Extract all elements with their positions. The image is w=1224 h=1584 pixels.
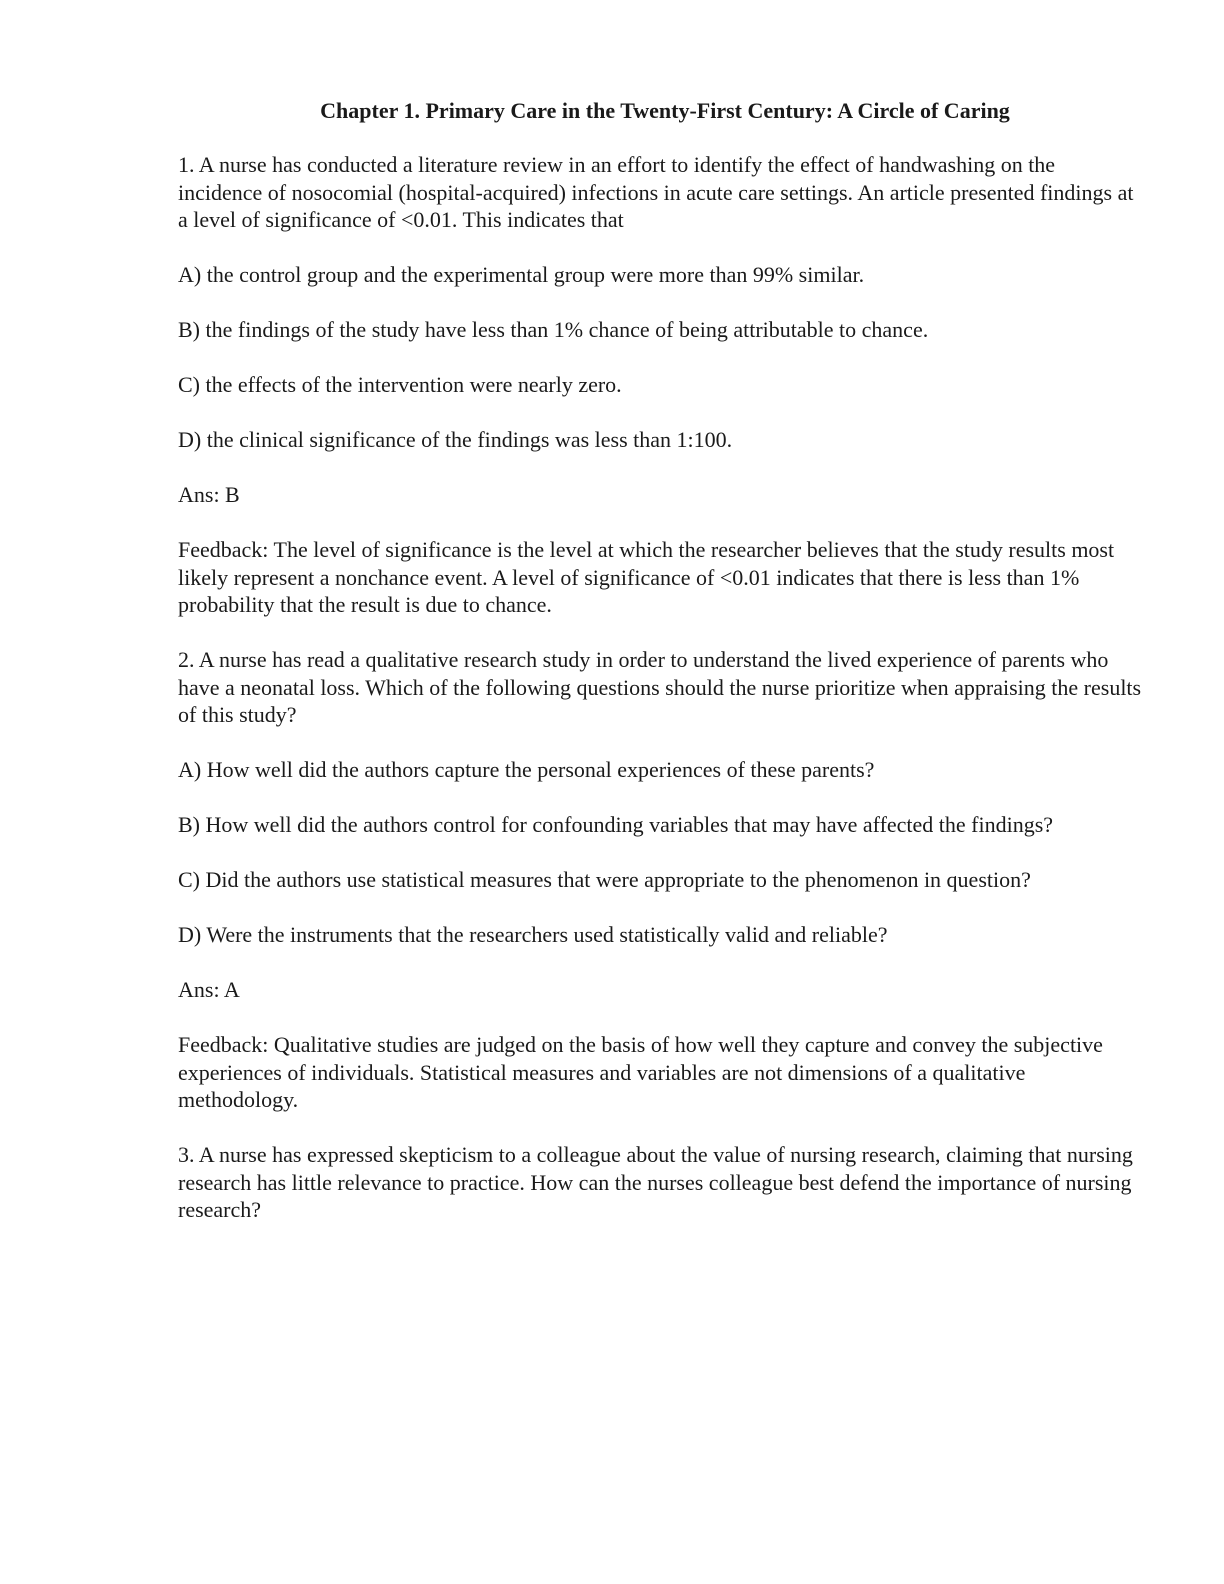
question-stem: 3. A nurse has expressed skepticism to a colleague about the value of nursing research, claiming that nursing research has little relevance to practice. How can the nurses colleague best defend the importance of nursing research? — [178, 1142, 1133, 1222]
option-c: C) Did the authors use statistical measures that were appropriate to the phenomenon in question? — [178, 867, 1031, 892]
option-d: D) the clinical significance of the findings was less than 1:100. — [178, 427, 733, 452]
question-2 — [178, 646, 1142, 1114]
feedback: Feedback: The level of significance is the level at which the researcher believes that the study results most likely represent a nonchance event. A level of significance of <0.01 indicates that there is less than 1% probability that the result is due to chance. — [178, 537, 1115, 617]
option-d: D) Were the instruments that the researchers used statistically valid and reliable? — [178, 922, 888, 947]
question-3 — [178, 1141, 1142, 1224]
document-page — [178, 94, 1142, 1251]
feedback: Feedback: Qualitative studies are judged on the basis of how well they capture and convey the subjective experiences of individuals. Statistical measures and variables are not dimensions of a qualitative methodology. — [178, 1032, 1103, 1112]
answer: Ans: B — [178, 482, 240, 507]
option-c: C) the effects of the intervention were nearly zero. — [178, 372, 622, 397]
page-title: Chapter 1. Primary Care in the Twenty-First Century: A Circle of Caring — [320, 98, 1010, 123]
question-stem: 1. A nurse has conducted a literature review in an effort to identify the effect of handwashing on the incidence of nosocomial (hospital-acquired) infections in acute care settings. An article presented findings at a level of significance of <0.01. This indicates that — [178, 152, 1134, 232]
option-b: B) How well did the authors control for confounding variables that may have affected the findings? — [178, 812, 1054, 837]
option-b: B) the findings of the study have less than 1% chance of being attributable to chance. — [178, 317, 929, 342]
option-a: A) How well did the authors capture the personal experiences of these parents? — [178, 757, 875, 782]
answer: Ans: A — [178, 977, 240, 1002]
question-stem: 2. A nurse has read a qualitative research study in order to understand the lived experience of parents who have a neonatal loss. Which of the following questions should the nurse prioritize when appraising the results of this study? — [178, 647, 1142, 727]
option-a: A) the control group and the experimental group were more than 99% similar. — [178, 262, 865, 287]
question-1 — [178, 151, 1142, 619]
